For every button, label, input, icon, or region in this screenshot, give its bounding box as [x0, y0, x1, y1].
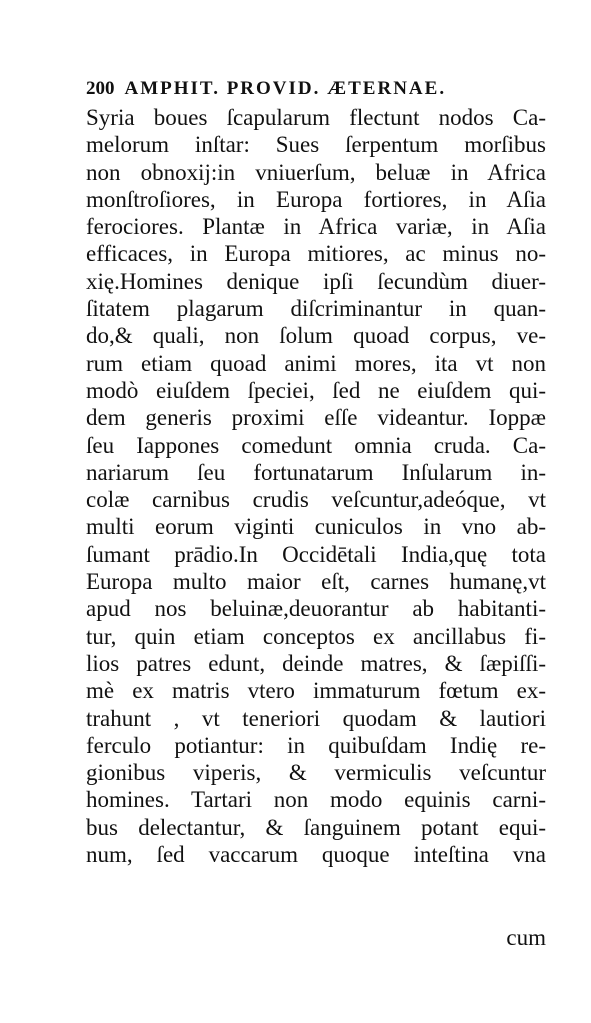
text-line: non obnoxij:in vniuerſum, beluæ in Africa [86, 159, 546, 185]
running-title: AMPHIT. PROVID. ÆTERNAE. [124, 78, 447, 99]
text-line: lios patres edunt, deinde matres, & ſæpiſſi- [86, 650, 546, 676]
text-line: nariarum ſeu fortunatarum Inſularum in- [86, 459, 546, 485]
text-line: rum etiam quoad animi mores, ita vt non [86, 350, 546, 376]
text-line: ſumant prādio.In Occidētali India,quę tota [86, 541, 546, 567]
text-line: ſitatem plagarum diſcriminantur in quan- [86, 296, 546, 322]
page-number: 200 [86, 78, 115, 99]
text-line: xię.Homines denique ipſi ſecundùm diuer- [86, 268, 546, 294]
text-line: colæ carnibus crudis veſcuntur,adeóque, vt [86, 487, 546, 513]
catchword: cum [506, 925, 546, 950]
text-line: efficaces, in Europa mitiores, ac minus no- [86, 241, 546, 267]
text-line: do,& quali, non ſolum quoad corpus, ve- [86, 323, 546, 349]
text-line: dem generis proximi eſſe videantur. Ioppæ [86, 405, 546, 431]
text-line: monſtroſiores, in Europa fortiores, in Aſia [86, 186, 546, 212]
running-head [86, 78, 546, 104]
text-line: apud nos beluinæ,deuorantur ab habitanti- [86, 596, 546, 622]
text-line: gionibus viperis, & vermiculis veſcuntur [86, 760, 546, 786]
text-line: ferculo potiantur: in quibuſdam Indię re- [86, 732, 546, 758]
text-line: num, ſed vaccarum quoque inteſtina vna [86, 842, 546, 868]
text-line: Europa multo maior eſt, carnes humanę,vt [86, 569, 546, 595]
text-line: homines. Tartari non modo equinis carni- [86, 787, 546, 813]
text-line: bus delectantur, & ſanguinem potant equi- [86, 814, 546, 840]
text-line: mè ex matris vtero immaturum fœtum ex- [86, 678, 546, 704]
text-line: ſeu Iappones comedunt omnia cruda. Ca- [86, 432, 546, 458]
text-line: Syria boues ſcapularum flectunt nodos Ca- [86, 105, 546, 130]
text-line: trahunt , vt teneriori quodam & lautiori [86, 705, 546, 731]
text-line: melorum inſtar: Sues ſerpentum morſibus [86, 132, 546, 158]
text-line: multi eorum viginti cuniculos in vno ab- [86, 514, 546, 540]
text-line: modò eiuſdem ſpeciei, ſed ne eiuſdem qui- [86, 377, 546, 403]
body-text [86, 104, 546, 868]
text-line: tur, quin etiam conceptos ex ancillabus fi- [86, 623, 546, 649]
text-line: ferociores. Plantæ in Africa variæ, in Aſia [86, 214, 546, 240]
